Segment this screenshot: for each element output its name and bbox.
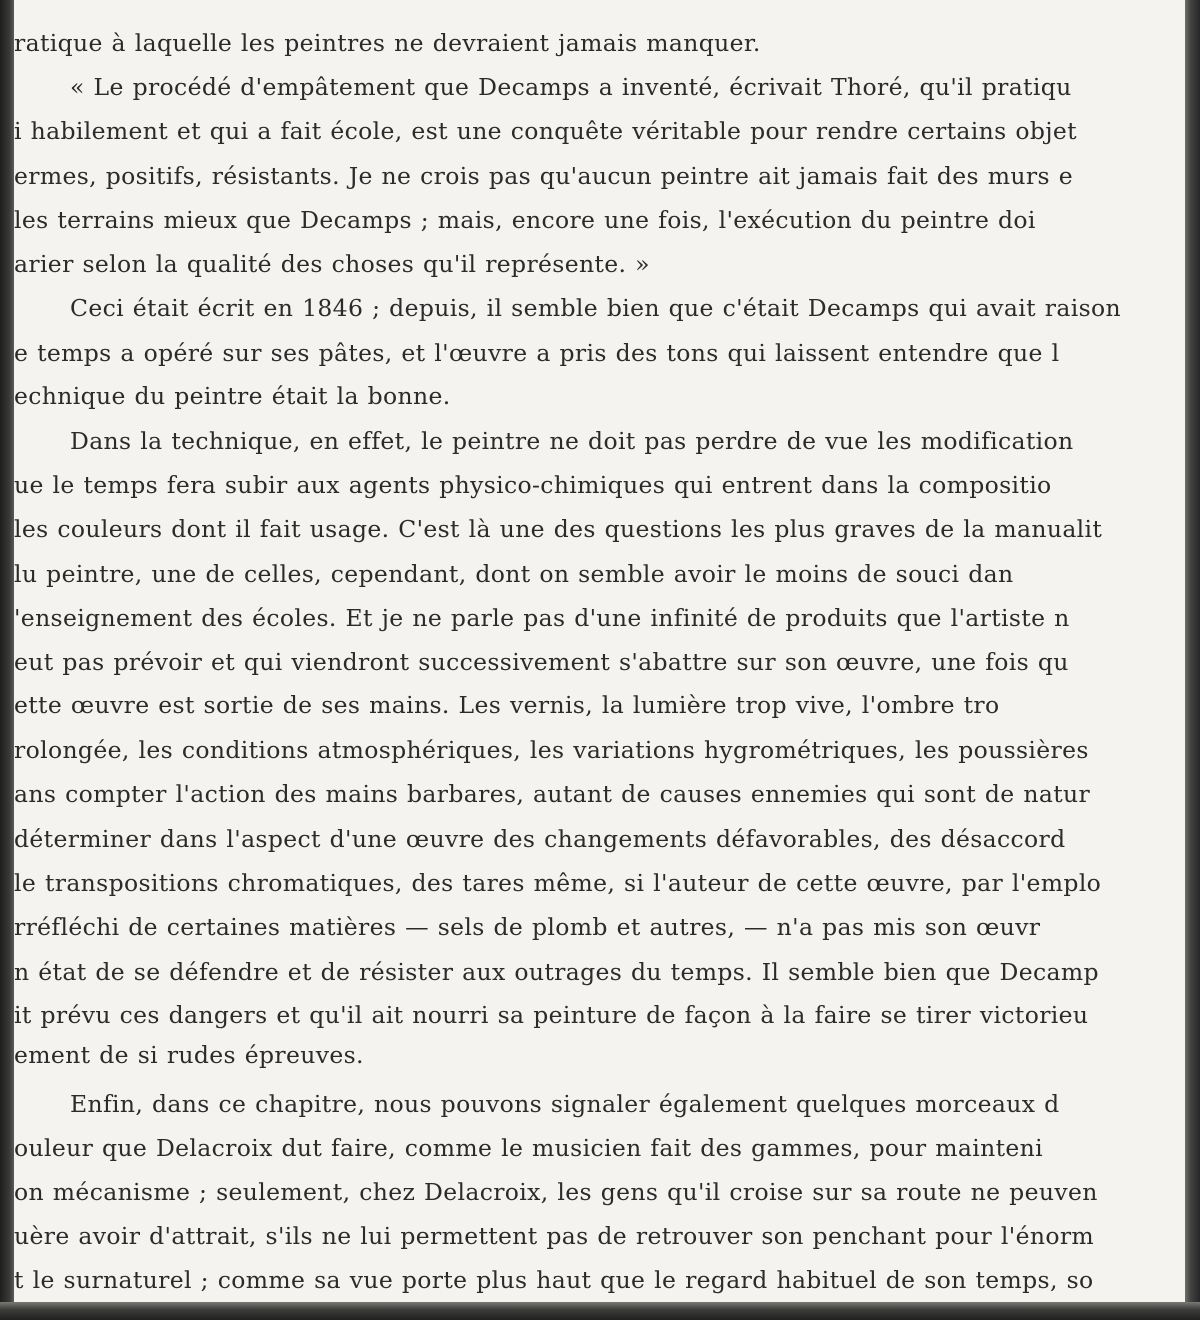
- text-line: les couleurs dont il fait usage. C'est là une des questions les plus graves de la manualit: [14, 515, 1103, 543]
- text-line: i habilement et qui a fait école, est une conquête véritable pour rendre certains objet: [14, 117, 1077, 145]
- text-line: ue le temps fera subir aux agents physico-chimiques qui entrent dans la compositio: [14, 471, 1052, 499]
- text-line: ouleur que Delacroix dut faire, comme le musicien fait des gammes, pour mainteni: [14, 1134, 1044, 1162]
- text-line: on mécanisme ; seulement, chez Delacroix, les gens qu'il croise sur sa route ne peuven: [14, 1178, 1098, 1206]
- text-line: Enfin, dans ce chapitre, nous pouvons signaler également quelques morceaux d: [70, 1090, 1060, 1118]
- text-line: it prévu ces dangers et qu'il ait nourri sa peinture de façon à la faire se tirer victorieu: [14, 1001, 1089, 1029]
- text-line: 'enseignement des écoles. Et je ne parle pas d'une infinité de produits que l'artiste n: [14, 604, 1070, 632]
- text-line: « Le procédé d'empâtement que Decamps a inventé, écrivait Thoré, qu'il pratiqu: [70, 73, 1072, 101]
- text-line: le transpositions chromatiques, des tares même, si l'auteur de cette œuvre, par l'emplo: [14, 869, 1102, 897]
- bottom-scan-edge: [0, 1302, 1200, 1320]
- text-line: rolongée, les conditions atmosphériques, les variations hygrométriques, les poussières: [14, 736, 1089, 764]
- right-scan-edge: [1184, 0, 1200, 1320]
- text-line: arier selon la qualité des choses qu'il représente. »: [14, 250, 650, 278]
- text-line: ermes, positifs, résistants. Je ne crois pas qu'aucun peintre ait jamais fait des murs e: [14, 162, 1073, 190]
- page-sheet: [14, 0, 1185, 1302]
- text-line: déterminer dans l'aspect d'une œuvre des changements défavorables, des désaccord: [14, 825, 1066, 853]
- text-line: les terrains mieux que Decamps ; mais, encore une fois, l'exécution du peintre doi: [14, 206, 1036, 234]
- text-line: ement de si rudes épreuves.: [14, 1041, 364, 1069]
- text-line: rréfléchi de certaines matières — sels de plomb et autres, — n'a pas mis son œuvr: [14, 913, 1041, 941]
- text-line: echnique du peintre était la bonne.: [14, 382, 451, 410]
- text-line: t le surnaturel ; comme sa vue porte plus haut que le regard habituel de son temps, so: [14, 1266, 1094, 1294]
- text-line: e temps a opéré sur ses pâtes, et l'œuvre a pris des tons qui laissent entendre que l: [14, 339, 1060, 367]
- text-line: n état de se défendre et de résister aux outrages du temps. Il semble bien que Decamp: [14, 958, 1099, 986]
- text-line: eut pas prévoir et qui viendront successivement s'abattre sur son œuvre, une fois qu: [14, 648, 1069, 676]
- text-line: uère avoir d'attrait, s'ils ne lui permettent pas de retrouver son penchant pour l'énorm: [14, 1222, 1095, 1250]
- text-line: ratique à laquelle les peintres ne devraient jamais manquer.: [14, 29, 761, 57]
- text-line: Ceci était écrit en 1846 ; depuis, il semble bien que c'était Decamps qui avait raison: [70, 294, 1121, 322]
- text-line: ette œuvre est sortie de ses mains. Les vernis, la lumière trop vive, l'ombre tro: [14, 691, 1000, 719]
- text-line: ans compter l'action des mains barbares, autant de causes ennemies qui sont de natur: [14, 780, 1091, 808]
- text-line: lu peintre, une de celles, cependant, dont on semble avoir le moins de souci dan: [14, 560, 1014, 588]
- text-line: Dans la technique, en effet, le peintre ne doit pas perdre de vue les modification: [70, 427, 1074, 455]
